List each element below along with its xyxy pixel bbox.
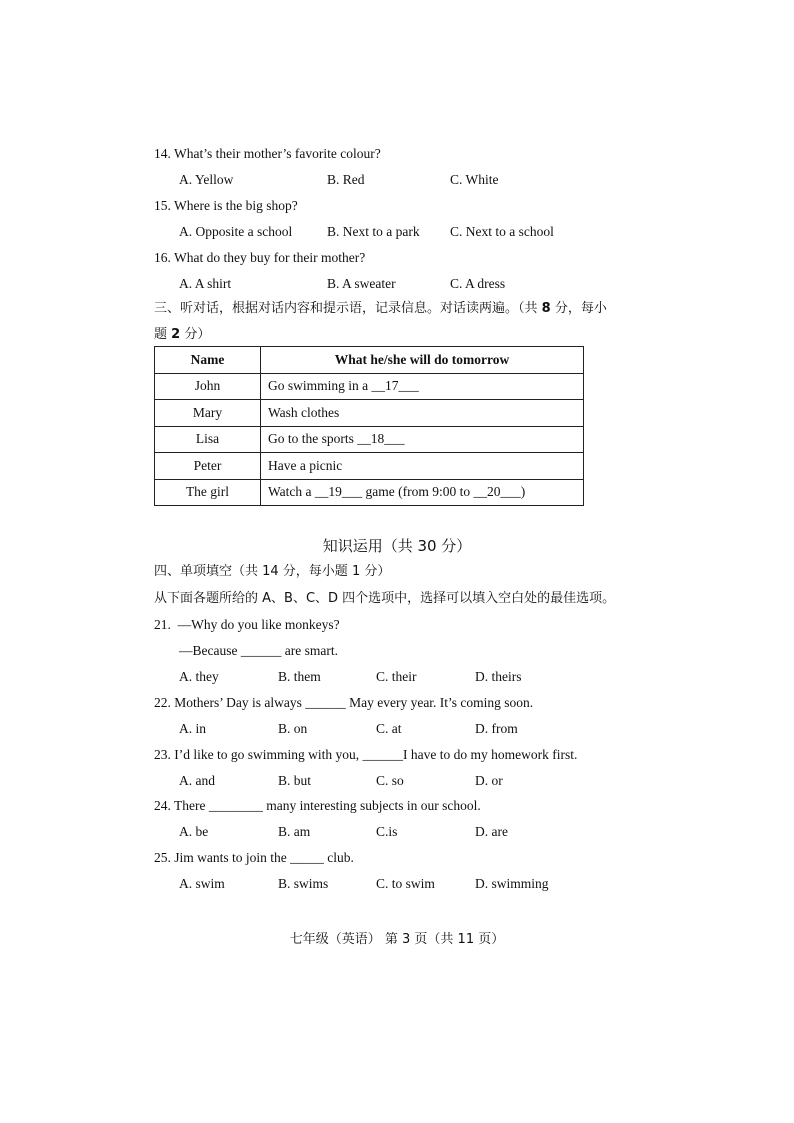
part4-heading: 四、单项填空（共 14 分，每小题 1 分） [154, 564, 391, 579]
section-title: 知识运用（共 30 分） [322, 537, 472, 555]
question-15-option-b: B. Next to a park [327, 224, 420, 239]
part3-instruction-text-end: 分，每小 [550, 301, 607, 316]
question-21-option-d: D. theirs [475, 669, 522, 684]
question-21-stem: 21. —Why do you like monkeys? [154, 617, 340, 632]
question-16-option-c: C. A dress [450, 276, 506, 291]
question-21-option-a: A. they [179, 669, 219, 684]
question-14-option-a: A. Yellow [179, 172, 234, 187]
table-cell-task: Watch a __19___ game (from 9:00 to __20___) [261, 479, 584, 506]
question-24-option-d: D. are [475, 824, 508, 839]
question-25-option-d: D. swimming [475, 876, 549, 891]
table-row [155, 400, 584, 427]
question-23-option-b: B. but [278, 773, 312, 788]
part3-instruction-text: 三、听对话，根据对话内容和提示语，记录信息。对话读两遍。（共 [154, 301, 542, 316]
table-cell-name: John [155, 373, 261, 400]
question-24-option-c: C.is [376, 824, 398, 839]
question-22-option-a: A. in [179, 721, 206, 736]
question-22-option-c: C. at [376, 721, 402, 736]
question-22-option-d: D. from [475, 721, 518, 736]
table-cell-name: Peter [155, 453, 261, 480]
part3-instruction-line1 [154, 300, 607, 318]
table-row [155, 426, 584, 453]
question-24-stem: 24. There ________ many interesting subjects in our school. [154, 798, 481, 813]
question-24-option-a: A. be [179, 824, 209, 839]
question-16-stem: 16. What do they buy for their mother? [154, 250, 366, 265]
question-23-option-c: C. so [376, 773, 404, 788]
question-25-option-c: C. to swim [376, 876, 435, 891]
table-header-name: Name [155, 347, 261, 374]
question-16-option-a: A. A shirt [179, 276, 232, 291]
table-row [155, 453, 584, 480]
part3-instruction2-text-end: 分） [180, 327, 211, 342]
part4-instruction: 从下面各题所给的 A、B、C、D 四个选项中，选择可以填入空白处的最佳选项。 [154, 591, 616, 606]
table-header-task: What he/she will do tomorrow [261, 347, 584, 374]
question-15-stem: 15. Where is the big shop? [154, 198, 298, 213]
table-row [155, 479, 584, 506]
table-cell-name: Mary [155, 400, 261, 427]
table-cell-task: Have a picnic [261, 453, 584, 480]
question-23-option-a: A. and [179, 773, 215, 788]
question-14-option-c: C. White [450, 172, 499, 187]
question-15-option-c: C. Next to a school [450, 224, 554, 239]
page-footer: 七年级（英语） 第 3 页（共 11 页） [289, 932, 505, 947]
part3-instruction-line2 [154, 326, 210, 344]
table-row [155, 373, 584, 400]
question-21-stem-line2: —Because ______ are smart. [179, 643, 338, 658]
table-cell-name: Lisa [155, 426, 261, 453]
question-21-option-c: C. their [376, 669, 417, 684]
question-16-option-b: B. A sweater [327, 276, 396, 291]
table-cell-task: Wash clothes [261, 400, 584, 427]
question-22-option-b: B. on [278, 721, 308, 736]
question-22-stem: 22. Mothers’ Day is always ______ May every year. It’s coming soon. [154, 695, 534, 710]
table-cell-task: Go swimming in a __17___ [261, 373, 584, 400]
part3-item-score: 2 [171, 327, 181, 342]
table-cell-task: Go to the sports __18___ [261, 426, 584, 453]
part3-instruction2-text: 题 [154, 327, 172, 342]
question-25-option-a: A. swim [179, 876, 225, 891]
question-23-stem: 23. I’d like to go swimming with you, ______I have to do my homework first. [154, 747, 578, 762]
question-23-option-d: D. or [475, 773, 503, 788]
question-14-stem: 14. What’s their mother’s favorite colour? [154, 146, 381, 161]
question-25-option-b: B. swims [278, 876, 329, 891]
part3-total-score: 8 [541, 301, 551, 316]
question-14-option-b: B. Red [327, 172, 365, 187]
question-15-option-a: A. Opposite a school [179, 224, 293, 239]
question-25-stem: 25. Jim wants to join the _____ club. [154, 850, 354, 865]
question-24-option-b: B. am [278, 824, 311, 839]
table-cell-name: The girl [155, 479, 261, 506]
question-21-option-b: B. them [278, 669, 321, 684]
info-record-table [154, 346, 584, 506]
table-header-row [155, 347, 584, 374]
